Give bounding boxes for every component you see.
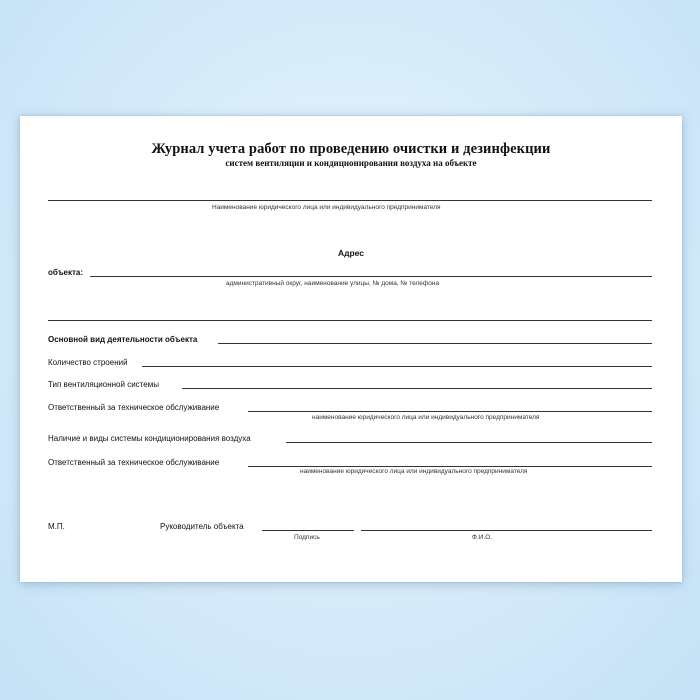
document-subtitle: систем вентиляции и кондиционирования воздуха на объекте: [225, 158, 477, 168]
full-name-line[interactable]: [361, 530, 652, 531]
object-label: объекта:: [48, 268, 84, 277]
ventilation-type-line[interactable]: [182, 388, 652, 389]
signature-line[interactable]: [262, 530, 354, 531]
responsible-2-hint: наименование юридического лица или индивидуального предпринимателя: [300, 468, 528, 475]
building-count-line[interactable]: [142, 366, 652, 367]
signature-hint: Подпись: [294, 534, 320, 541]
responsible-1-line[interactable]: [248, 411, 652, 412]
responsible-1-label: Ответственный за техническое обслуживание: [48, 403, 220, 412]
building-count-label: Количество строений: [48, 358, 128, 367]
head-label: Руководитель объекта: [160, 522, 244, 531]
address-hint: административный округ, наименование улицы, № дома, № телефона: [226, 280, 440, 287]
ventilation-type-label: Тип вентиляционной системы: [48, 380, 159, 389]
responsible-2-line[interactable]: [248, 466, 652, 467]
stamp-label: М.П.: [48, 522, 65, 531]
org-name-hint: Наименование юридического лица или индивидуального предпринимателя: [212, 204, 441, 211]
ac-systems-label: Наличие и виды системы кондиционирования воздуха: [48, 434, 251, 443]
address-heading: Адрес: [337, 248, 365, 258]
main-activity-label: Основной вид деятельности объекта: [48, 335, 198, 344]
full-name-hint: Ф.И.О.: [472, 534, 493, 541]
main-activity-line[interactable]: [218, 343, 652, 344]
address-line[interactable]: [90, 276, 652, 277]
responsible-1-hint: наименование юридического лица или индивидуального предпринимателя: [312, 414, 540, 421]
ac-systems-line[interactable]: [286, 442, 652, 443]
responsible-2-label: Ответственный за техническое обслуживание: [48, 458, 220, 467]
document-sheet: [20, 116, 682, 582]
document-title: Журнал учета работ по проведению очистки и дезинфекции: [151, 141, 551, 157]
address-line-2[interactable]: [48, 320, 652, 321]
org-name-line[interactable]: [48, 200, 652, 201]
